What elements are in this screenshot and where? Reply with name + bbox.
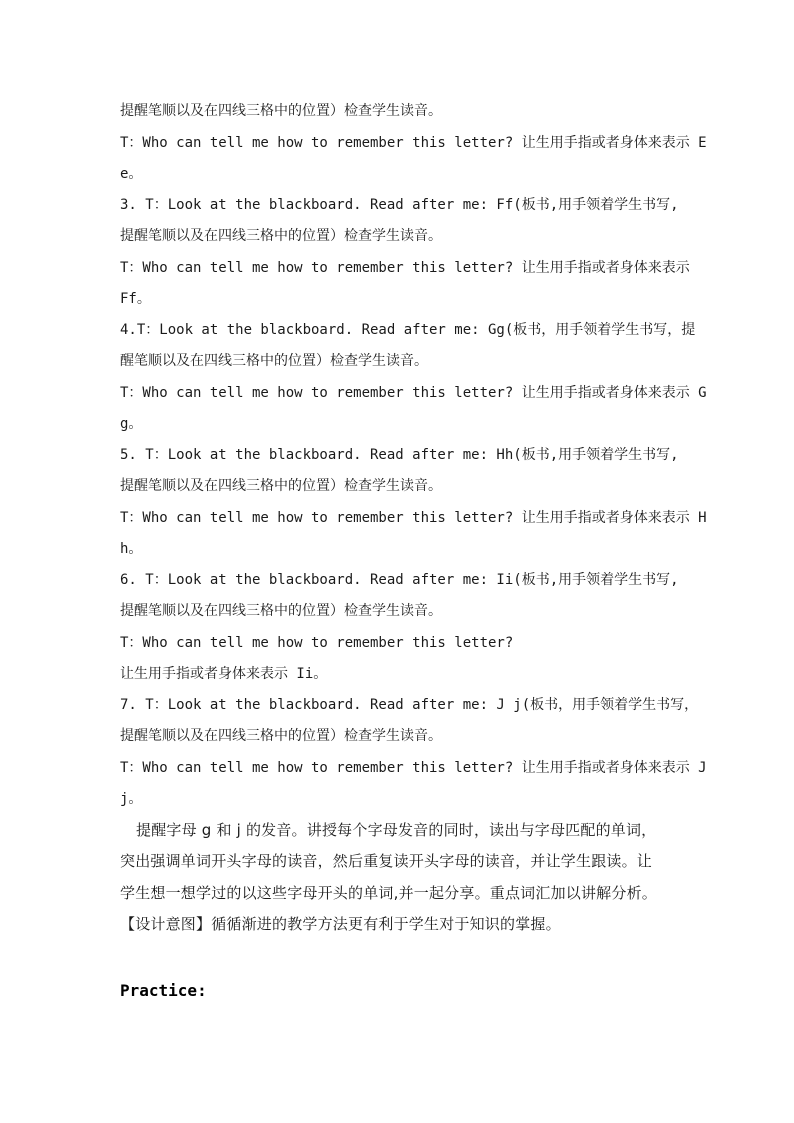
text-line-15: h。 (120, 541, 143, 557)
text-line-12: 5. T：Look at the blackboard. Read after me: Hh(板书,用手领着学生书写, (120, 447, 679, 463)
text-line-11: g。 (120, 416, 143, 432)
text-line-23: j。 (120, 791, 143, 807)
text-line-16: 6. T：Look at the blackboard. Read after me: Ii(板书,用手领着学生书写, (120, 572, 679, 588)
paragraph-line-1: 提醒字母 g 和 j 的发音。讲授每个字母发音的同时，读出与字母匹配的单词， (136, 821, 657, 839)
text-line-14: T：Who can tell me how to remember this letter? 让生用手指或者身体来表示 H (120, 510, 707, 526)
text-line-9: 醒笔顺以及在四线三格中的位置）检查学生读音。 (120, 353, 428, 369)
text-line-4: 3. T：Look at the blackboard. Read after me: Ff(板书,用手领着学生书写, (120, 197, 679, 213)
text-line-17: 提醒笔顺以及在四线三格中的位置）检查学生读音。 (120, 603, 442, 619)
text-line-7: Ff。 (120, 291, 151, 307)
text-line-20: 7. T：Look at the blackboard. Read after me: J j(板书，用手领着学生书写， (120, 697, 699, 713)
paragraph-line-3: 学生想一想学过的以这些字母开头的单词,并一起分享。重点词汇加以讲解分析。 (120, 884, 657, 902)
text-line-19: 让生用手指或者身体来表示 Ii。 (120, 666, 328, 682)
text-line-10: T：Who can tell me how to remember this letter? 让生用手指或者身体来表示 G (120, 385, 707, 401)
text-line-3: e。 (120, 166, 143, 182)
text-line-6: T：Who can tell me how to remember this letter? 让生用手指或者身体来表示 (120, 260, 690, 276)
text-line-5: 提醒笔顺以及在四线三格中的位置）检查学生读音。 (120, 228, 442, 244)
text-line-22: T：Who can tell me how to remember this letter? 让生用手指或者身体来表示 J (120, 760, 707, 776)
text-line-8: 4.T：Look at the blackboard. Read after me: Gg(板书，用手领着学生书写，提 (120, 322, 696, 338)
design-intent-line: 【设计意图】循循渐进的教学方法更有利于学生对于知识的掌握。 (120, 915, 561, 933)
text-line-18: T：Who can tell me how to remember this letter? (120, 635, 514, 651)
text-line-1: 提醒笔顺以及在四线三格中的位置）检查学生读音。 (120, 103, 442, 119)
text-line-13: 提醒笔顺以及在四线三格中的位置）检查学生读音。 (120, 478, 442, 494)
text-line-2: T：Who can tell me how to remember this letter? 让生用手指或者身体来表示 E (120, 135, 707, 151)
text-line-21: 提醒笔顺以及在四线三格中的位置）检查学生读音。 (120, 728, 442, 744)
practice-heading: Practice: (120, 981, 207, 1000)
paragraph-line-2: 突出强调单词开头字母的读音，然后重复读开头字母的读音，并让学生跟读。让 (120, 852, 653, 870)
